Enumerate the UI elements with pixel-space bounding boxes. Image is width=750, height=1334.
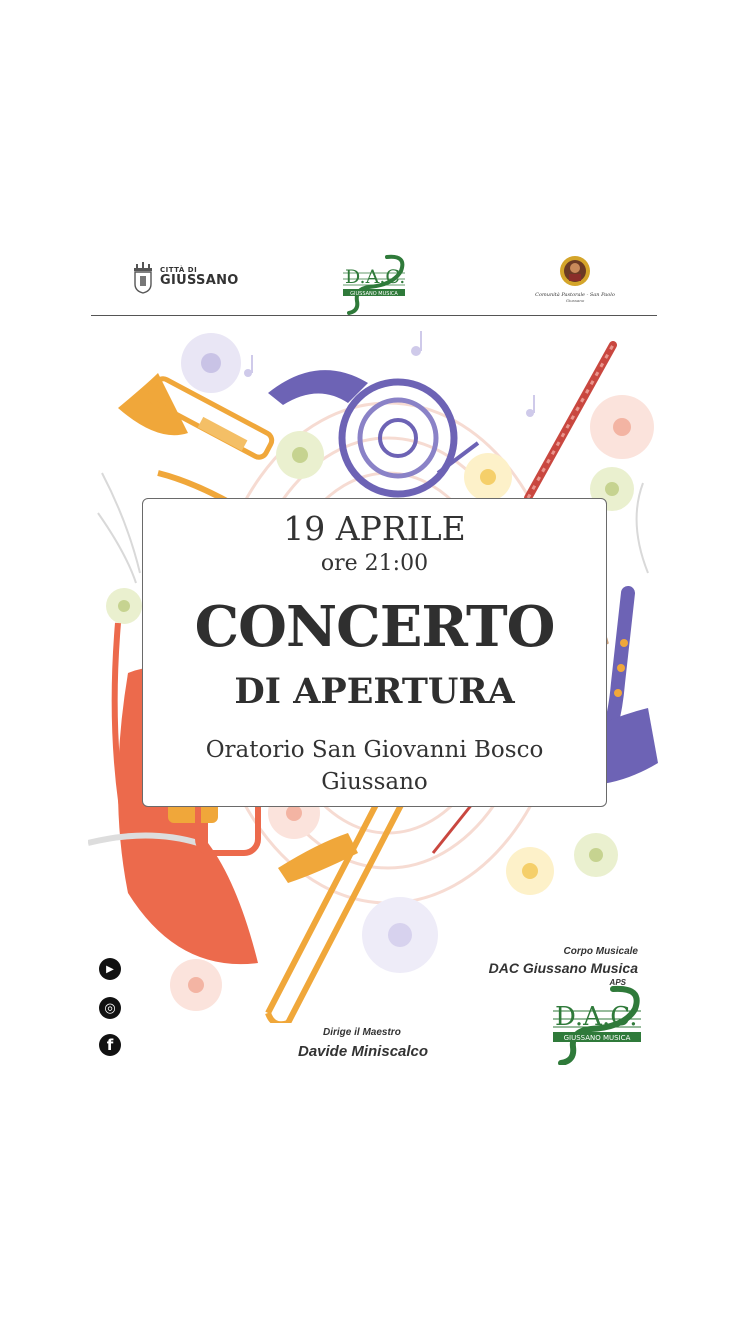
band-suffix: APS bbox=[609, 978, 626, 987]
instagram-icon[interactable]: ◎ bbox=[99, 997, 121, 1019]
event-subtitle: DI APERTURA bbox=[234, 671, 515, 712]
facebook-icon[interactable]: f bbox=[99, 1034, 121, 1056]
maestro-name: Davide Miniscalco bbox=[298, 1043, 429, 1060]
band-name: DAC Giussano Musica bbox=[488, 960, 638, 976]
youtube-icon[interactable]: ▶ bbox=[99, 958, 121, 980]
comune-line1: CITTÀ DI bbox=[160, 266, 198, 274]
maestro-label: Dirige il Maestro bbox=[323, 1027, 401, 1038]
comune-line2: GIUSSANO bbox=[160, 273, 239, 288]
event-date: 19 APRILE bbox=[283, 509, 466, 548]
comune-crest-icon bbox=[132, 260, 154, 294]
dac-top-caption: GIUSSANO MUSICA bbox=[350, 291, 398, 297]
event-title: CONCERTO bbox=[194, 594, 555, 660]
header-divider bbox=[91, 315, 657, 316]
dac-top-letters: D.A.C. bbox=[345, 266, 406, 288]
concert-poster bbox=[88, 243, 666, 1075]
parish-place: Giussano bbox=[565, 298, 585, 303]
venue-city: Giussano bbox=[321, 769, 428, 795]
dac-bottom-letters: D.A.C. bbox=[555, 1002, 638, 1032]
event-card bbox=[142, 498, 607, 807]
saint-paul-icon bbox=[559, 255, 591, 287]
dac-logo-bottom bbox=[543, 985, 653, 1070]
parish-logo bbox=[520, 255, 630, 303]
band-label: Corpo Musicale bbox=[563, 946, 638, 957]
dac-logo-top bbox=[335, 253, 415, 320]
parish-name: Comunità Pastorale - San Paolo bbox=[535, 292, 615, 298]
dac-bottom-caption: GIUSSANO MUSICA bbox=[563, 1034, 631, 1042]
comune-logo bbox=[132, 260, 239, 294]
venue-name: Oratorio San Giovanni Bosco bbox=[205, 737, 544, 763]
event-time: ore 21:00 bbox=[320, 551, 429, 576]
